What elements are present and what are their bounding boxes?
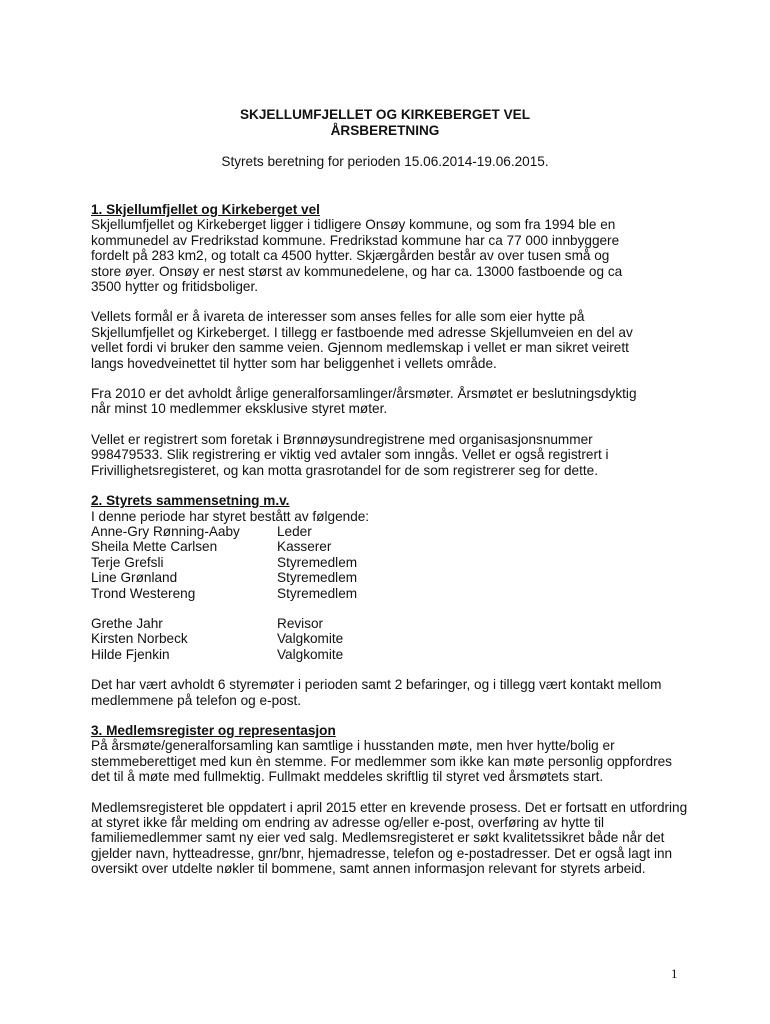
report-period: Styrets beretning for perioden 15.06.2014-19.06.2015. xyxy=(221,154,549,169)
section-3-paragraph-2: Medlemsregisteret ble oppdatert i april 2015 etter en krevende prosess. Det er fortsatt en utfordring at styret ikke får melding om endring av adresse og/eller e-post, overføring av hytte til familiemedlemmer samt ny eier ved salg. Medlemsregisteret er søkt kvalitetssikret både når det gjelder navn, hytteadresse, gnr/bnr, hjemadresse, telefon og e-postadresser. Det er også lagt inn oversikt over utdelte nøkler til bommene, samt annen informasjon relevant for styrets arbeid. xyxy=(91,799,688,877)
other-roles-roster xyxy=(91,616,731,662)
board-roster xyxy=(91,524,731,601)
section-2-intro: I denne periode har styret bestått av følgende: xyxy=(91,508,370,524)
roster-row: Kirsten Norbeck Valgkomite xyxy=(91,631,344,647)
roster-row: Terje Grefsli Styremedlem xyxy=(91,554,358,570)
section-1-paragraph-2: Vellets formål er å ivareta de interesser som anses felles for alle som eier hytte på Skjellumfjellet og Kirkeberget. I tillegg er fastboende med adresse Skjellumveien en del av vellet fordi vi bruker den samme veien. Gjennom medlemskap i vellet er man sikret veirett langs hovedveinettet til hytter som har beliggenhet i vellets område. xyxy=(91,309,633,371)
section-2-heading: 2. Styrets sammensetning m.v. xyxy=(91,493,290,509)
section-1-heading: 1. Skjellumfjellet og Kirkeberget vel xyxy=(91,202,320,217)
section-1-paragraph-1: Skjellumfjellet og Kirkeberget ligger i tidligere Onsøy kommune, og som fra 1994 ble en kommunedel av Fredrikstad kommune. Fredrikstad kommune har ca 77 000 innbyggere fordelt på 283 km2, og totalt ca 4500 hytter. Skjærgården består av over tusen små og store øyer. Onsøy er nest størst av kommunedelene, og har ca. 13000 fastboende og ca 3500 hytter og fritidsboliger. xyxy=(91,217,623,295)
roster-row: Hilde Fjenkin Valgkomite xyxy=(91,646,344,662)
section-1-paragraph-3: Fra 2010 er det avholdt årlige generalforsamlinger/årsmøter. Årsmøtet er beslutningsdyktig når minst 10 medlemmer eksklusive styret møter. xyxy=(91,386,637,417)
roster-row: Line Grønland Styremedlem xyxy=(91,570,358,586)
document-subtitle-heading: ÅRSBERETNING xyxy=(330,123,440,138)
roster-row: Trond Westereng Styremedlem xyxy=(91,585,358,601)
section-1-paragraph-4: Vellet er registrert som foretak i Brønnøysundregistrene med organisasjonsnummer 998479533. Slik registrering er viktig ved avtaler som inngås. Vellet er også registrert i Frivillighetsregisteret, og kan motta grasrotandel for de som registrerer seg for dette. xyxy=(91,431,609,478)
section-2-meetings-paragraph: Det har vært avholdt 6 styremøter i perioden samt 2 befaringer, og i tillegg vært kontakt mellom medlemmene på telefon og e-post. xyxy=(91,677,662,708)
roster-row: Anne-Gry Rønning-Aaby Leder xyxy=(91,523,312,539)
roster-row: Grethe Jahr Revisor xyxy=(91,615,324,631)
page-number: 1 xyxy=(671,966,678,981)
section-3-paragraph-1: På årsmøte/generalforsamling kan samtlige i husstanden møte, men hver hytte/bolig er stemmeberettiget med kun èn stemme. For medlemmer som ikke kan møte personlig oppfordres det til å møte med fullmektig. Fullmakt meddeles skriftlig til styret ved årsmøtets start. xyxy=(91,738,672,785)
document-body xyxy=(91,202,731,877)
roster-row: Sheila Mette Carlsen Kasserer xyxy=(91,539,332,555)
document-title: SKJELLUMFJELLET OG KIRKEBERGET VEL xyxy=(239,107,531,122)
section-3-heading: 3. Medlemsregister og representasjon xyxy=(91,722,336,738)
